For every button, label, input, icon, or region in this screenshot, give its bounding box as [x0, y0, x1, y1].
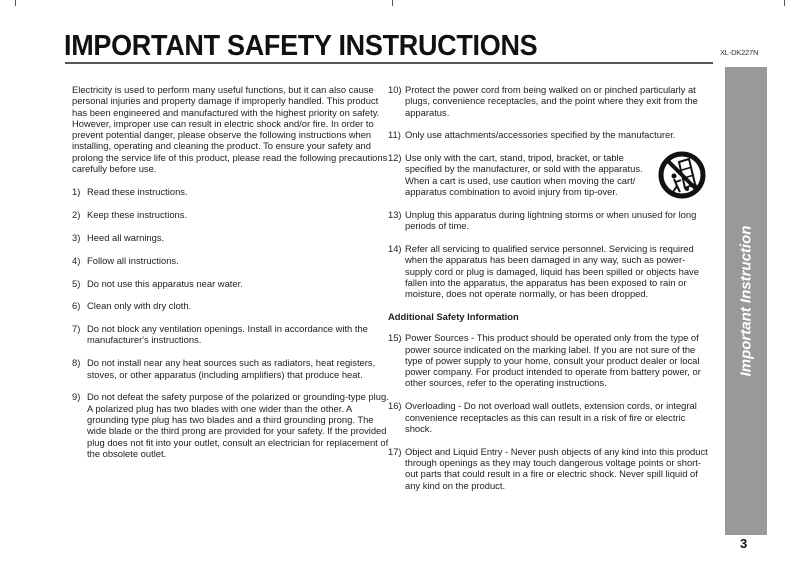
item-number: 13)	[388, 208, 402, 220]
list-item	[388, 129, 712, 140]
item-text: Unplug this apparatus during lightning storms or when unused for long periods of time.	[405, 208, 697, 232]
item-text: Use only with the cart, stand, tripod, bracket, or table specified by the manufacturer, or sold with the apparatus. When a cart is used, use caution when moving the cart/ apparatus combination to avoid injury from tip-over.	[405, 152, 643, 198]
item-number: 16)	[388, 400, 402, 412]
item-number: 17)	[388, 445, 402, 457]
list-item	[72, 323, 392, 346]
item-number: 4)	[72, 254, 81, 266]
page-title: IMPORTANT SAFETY INSTRUCTIONS	[64, 30, 538, 62]
list-item	[72, 391, 392, 459]
item-number: 5)	[72, 277, 81, 289]
section-tab-label: Important Instruction	[737, 225, 755, 377]
item-text: Follow all instructions.	[87, 254, 179, 266]
item-text: Do not install near any heat sources such as radiators, heat registers, stoves, or other apparatus (including amplifiers) that produce heat.	[87, 357, 376, 380]
item-text: Clean only with dry cloth.	[87, 300, 192, 312]
item-number: 10)	[388, 84, 402, 95]
item-number: 15)	[388, 332, 402, 344]
item-text: Protect the power cord from being walked on or pinched particularly at plugs, convenience receptacles, and the point where they exit from the apparatus.	[405, 84, 698, 118]
item-number: 2)	[72, 209, 81, 221]
model-number: XL-DK227N	[720, 48, 759, 57]
item-text: Keep these instructions.	[87, 209, 188, 221]
item-number: 12)	[388, 152, 402, 164]
crop-mark-center	[392, 0, 393, 6]
item-number: 3)	[72, 231, 81, 243]
item-text: Refer all servicing to qualified service personnel. Servicing is required when the apparatus has been damaged in any way, such as power-supply cord or plug is damaged, liquid has been spilled or objects have fallen into the apparatus, the apparatus has been exposed to rain or moisture, does not operate normally, or has been dropped.	[405, 242, 699, 300]
item-text: Object and Liquid Entry - Never push objects of any kind into this product through openings as they may touch dangerous voltage points or short-out parts that could result in a fire or electric shock. Never spill liquid of any kind on the product.	[405, 445, 708, 491]
additional-safety-heading: Additional Safety Information	[388, 310, 519, 322]
item-number: 9)	[72, 391, 81, 403]
item-text: Heed all warnings.	[87, 231, 165, 243]
list-item	[388, 209, 712, 232]
item-text: Overloading - Do not overload wall outlets, extension cords, or integral convenience receptacles as this can result in a risk of fire or electric shock.	[405, 400, 697, 434]
intro-paragraph: Electricity is used to perform many useful functions, but it can also cause personal injuries and property damage if improperly handled. This product has been engineered and manufactured with the highest priority on safety. However, improper use can result in electric shock and/or fire. In order to prevent potential danger, please observe the following instructions when installing, operating and cleaning the product. To ensure your safety and prolong the service life of this product, please read the following precautions carefully before use.	[72, 84, 388, 175]
page-number: 3	[740, 536, 748, 551]
list-item	[72, 300, 392, 311]
cart-tip-over-warning-icon	[657, 150, 707, 200]
item-text: Do not block any ventilation openings. Install in accordance with the manufacturer's instructions.	[87, 323, 368, 346]
item-number: 7)	[72, 323, 81, 335]
list-item	[72, 278, 392, 289]
item-number: 11)	[388, 129, 401, 141]
list-item	[72, 232, 392, 243]
item-number: 14)	[388, 242, 402, 254]
list-item	[388, 84, 712, 118]
item-text: Read these instructions.	[87, 186, 188, 198]
item-text: Power Sources - This product should be operated only from the type of power source indicated on the marking label. If you are not sure of the type of power supply to your home, consult your product dealer or local power company. For product intended to operate from battery power, or other sources, refer to the operating instructions.	[405, 332, 701, 389]
title-underline	[65, 62, 713, 64]
item-number: 1)	[72, 186, 81, 198]
item-number: 8)	[72, 357, 81, 369]
crop-mark-right	[784, 0, 785, 6]
list-item	[388, 332, 712, 388]
list-item	[388, 243, 712, 299]
left-column	[72, 84, 392, 471]
list-item	[388, 446, 712, 491]
section-side-tab	[725, 67, 767, 535]
item-text: Do not defeat the safety purpose of the polarized or grounding-type plug. A polarized plug has two blades with one wider than the other. A grounding type plug has two blades and a third grounding prong. The wide blade or the third prong are provided for your safety. If the provided plug does not fit into your outlet, consult an electrician for replacement of the obsolete outlet.	[87, 391, 389, 459]
list-item	[72, 255, 392, 266]
list-item	[72, 357, 392, 380]
crop-mark-left	[15, 0, 16, 6]
item-text: Only use attachments/accessories specified by the manufacturer.	[405, 129, 676, 141]
item-text: Do not use this apparatus near water.	[87, 277, 243, 289]
item-number: 6)	[72, 300, 81, 312]
list-item	[72, 186, 392, 197]
list-item	[72, 209, 392, 220]
right-column	[388, 84, 712, 502]
list-item	[388, 400, 712, 434]
